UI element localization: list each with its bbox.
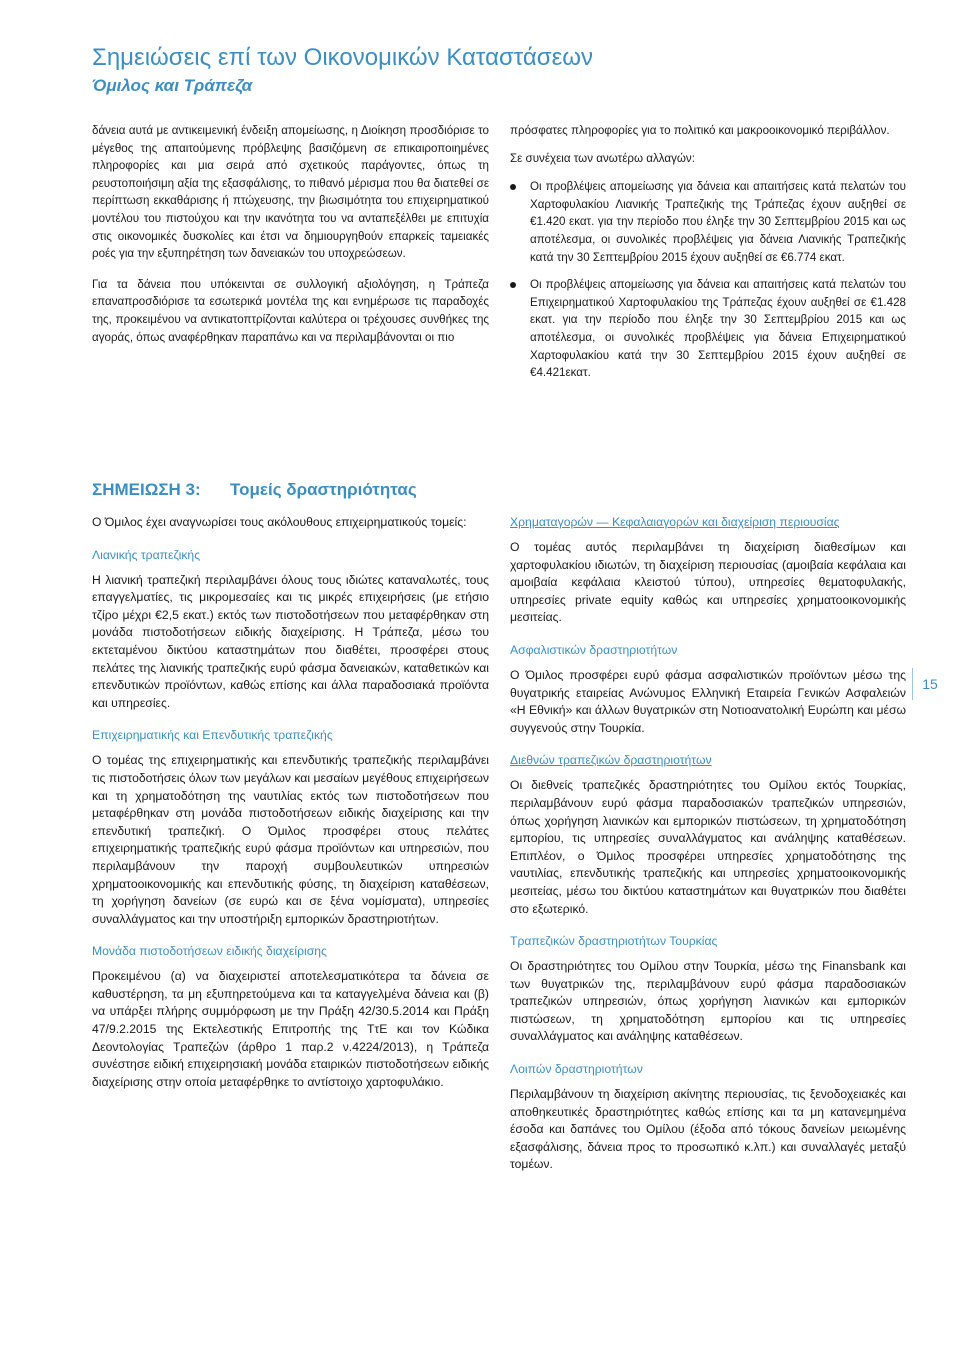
top-left-column (92, 122, 489, 346)
page-subtitle: Όμιλος και Τράπεζα (92, 76, 253, 95)
page-number: 15 (912, 668, 947, 700)
top-left-paragraph-2: Για τα δάνεια που υπόκειντ​αι σε συλλογική αξιολόγηση, η Τράπεζα επαναπροσδιόρισε τα εσωτερικά μοντέλα της και ενημέρωσε τις παραδοχές της, προκειμένου να αντικατοπτρίζονται καλύτερα οι τρέχουσες συνθήκες της αγοράς, όπως αναφέρθηκαν παραπάνω και να περιλαμβάνονται οι πιο (92, 277, 489, 344)
provisions-list (510, 178, 906, 382)
section-heading-markets: Χρηματαγορών — Κεφαλαιαγορών και διαχείριση περιουσίας (510, 515, 840, 529)
section-heading-retail: Λιανικής τραπεζικής (92, 547, 201, 562)
section-text-corporate: Ο τομέας της επιχειρηματικής και επενδυτικής τραπεζικής περιλαμβάνει τις πιστοδοτήσεις όλων των μεγάλων και μεσαίων μεγέθους επιχειρήσεων και τη χρηματοδότηση της ναυτιλίας εκτός των πιστοδοτήσεων που μεταφέρθηκαν στη μονάδα πιστοδοτήσεων ειδικής διαχείρισης και την επενδυτική τραπεζική. Ο Όμιλος προσφέρει στους πελάτες επιχειρηματικής τραπεζικής ευρύ φάσμα προϊόντων και υπηρεσιών, που περιλαμβάνουν την παροχή συμβουλευτικών υπηρεσιών χρηματοοικονομικής και επενδυτικής φύσης, τη διαχείριση καταθέσεων, τη χορήγηση δανείων (σε ευρώ και σε ξένα νομίσματα), υπηρεσίες συναλλάγματος και την υποστήριξη εμπορικών δραστηριοτήτων. (92, 753, 489, 926)
segments-left-column (92, 514, 489, 1091)
top-right-paragraph-2: Σε συνέχεια των ανωτέρω αλλαγών: (510, 151, 695, 165)
section-heading-international: Διεθνών τραπεζικών δραστηριοτήτων (510, 753, 712, 768)
section-text-other: Περιλαμβάνουν τη διαχείριση ακίνητης περιουσίας, τις ξενοδοχειακές και αποθηκευτικές δραστηριότητες καθώς επίσης και τα μη κατανεμημένα έσοδα και δαπάνες του Ομίλου (έξοδα από τόκους δανείων μειωμένης εξασφάλισης, δάνεια προς το προσωπικό κ.λπ.) και συναλλαγές μεταξύ τομέων. (510, 1087, 906, 1172)
bullet-text: Οι προβλέψεις απομείωσης για δάνεια και απαιτήσεις κατά πελατών του Χαρτοφυλακίου Λιανικής Τραπεζικής της Τράπεζας έχουν αυξηθεί σε €1.420 εκατ. για την περίοδο που έληξε την 30 Σεπτεμβρίου 2015 και ως αποτέλεσμα, οι συνολικές προβλέψεις για δάνεια Λιανικής Τραπεζικής κατά την 30 Σεπτεμβρίου 2015 έχουν αυξηθεί σε €6.774 εκατ. (530, 180, 906, 264)
bullet-icon (510, 184, 516, 190)
note-title: Τομείς δραστηριότητας (230, 480, 417, 499)
section-heading-insurance: Ασφαλιστικών δραστηριοτήτων (510, 642, 678, 657)
section-text-markets: Ο τομέας αυτός περιλαμβάνει τη διαχείριση διαθεσίμων και χαρτοφυλακίου ιδιωτών, τη διαχείριση περιουσίας (αμοιβαία κεφάλαια και αμοιβαία κεφάλαια κλειστού τύπου), υπηρεσίες θεματοφυλακής, υπηρεσίες private equity καθώς και υπηρεσίες χρηματοοικονομικής μεσιτείας. (510, 540, 906, 625)
page-title: Σημειώσεις επί των Οικονομικών Καταστάσεων (92, 44, 594, 71)
section-text-retail: Η λιανική τραπεζική περιλαμβάνει όλους τους ιδιώτες καταναλωτές, τους επαγγελματίες, τις μικρομεσαίες και τις μικρές επιχειρήσεις (με ετήσιο τζίρο μέχρι €2,5 εκατ.) εκτός των πιστοδοτήσεων που μεταφέρθηκαν στη μονάδα πιστοδοτήσεων ειδικής διαχείρισης. Η Τράπεζα, μέσω του εκτεταμένου δικτύου καταστημάτων που διαθέτει, προσφέρει στους πελάτες της λιανικής τραπεζικής ευρύ φάσμα δανειακών, καταθετικών και επενδυτικών προϊόντων, καθώς επίσης και άλλα παραδοσιακά προϊόντα και υπηρεσίες. (92, 572, 489, 710)
list-item (510, 178, 906, 266)
section-heading-corporate: Επιχειρηματικής και Επενδυτικής τραπεζικής (92, 728, 333, 743)
note-label: ΣΗΜΕΙΩΣΗ 3: (92, 480, 201, 499)
top-left-paragraph-1: δάνεια αυτά με αντικειμενική ένδειξη απομείωσης, η Διοίκηση προσδιόρισε το μέγεθος της απαιτούμενης πρόβλεψης βασιζόμενη σε επικαιροποιημένες πληροφορίες και μια σειρά από σχετικούς παράγοντες, όπως τη ρευστοποιήσιμη αξία της εξασφάλισης, το πιθανό μέρισμα που θα διατεθεί σε περίπτωση εκκαθάρισης ή πτώχευσης, την βιωσιμότητα του επιχειρηματικού μοντέλου του πιστούχου και την ικανότητα του να ανταπεξέλθει με επιτυχία στις οικονομικές δυσκολίες και έτσι να δημιουργηθούν επαρκείς ταμειακές ροές για την εξυπηρέτηση των δανειακών του υποχρεώσεων. (92, 124, 489, 261)
section-text-special-assets: Προκειμένου (α) να διαχειριστεί αποτελεσματικότερα τα δάνεια σε καθυστέρηση, τα μη εξυπηρετούμενα και τα καταγγελμένα δάνεια και (β) να υπάρξει πλήρης συμμόρφωση με την Πράξη 42/30.5.2014 και Πράξη 47/9.2.2015 της Εκτελεστικής Επιτροπής της ΤτΕ και τον Κώδικα Δεοντολογίας Τραπεζών (άρθρο 1 παρ.2 ν.4224/2013), η Τράπεζα συνέστησε ειδική επιχειρησιακή μονάδα εταιρικών πιστοδοτήσεων ειδικής διαχείρισης στην οποία μεταφέρθηκε το αντίστοιχο χαρτοφυλάκιο. (92, 969, 489, 1089)
section-text-insurance: Ο Όμιλος προσφέρει ευρύ φάσμα ασφαλιστικών προϊόντων μέσω της θυγατρικής εταιρείας Ανώνυμος Ελληνική Εταιρεία Γενικών Ασφαλειών «Η Εθνική» και άλλων θυγατρικών στη Νοτιοανατολική Ευρώπη και μέσω συγγενούς στην Τουρκία. (510, 667, 906, 735)
segments-right-column (510, 514, 906, 1174)
note-heading (92, 480, 417, 500)
section-text-international: Οι διεθνείς τραπεζικές δραστηριότητες του Ομίλου εκτός Τουρκίας, περιλαμβάνουν ευρύ φάσμα παραδοσιακών τραπεζικών υπηρεσιών, όπως χορήγηση λιανικών και εμπορικών πιστώσεων, τη χρηματοδότηση εμπορίου, τις υπηρεσίες συναλλάγματος και ανάληψης καταθέσεων. Επιπλέον, ο Όμιλος προσφέρει υπηρεσίες χρηματοδότησης της ναυτιλίας, επενδυτικής τραπεζικής και υπηρεσίες χρηματοοικονομικής μεσιτείας, μέσω του δικτύου καταστημάτων και θυγατρικών που διαθέτει στο εξωτερικό. (510, 778, 906, 916)
section-heading-other: Λοιπών δραστηριοτήτων (510, 1062, 643, 1077)
list-item (510, 276, 906, 382)
section-text-turkey: Οι δραστηριότητες του Ομίλου στην Τουρκία, μέσω της Finansbank και των θυγατρικών της, περιλαμβάνουν ευρύ φάσμα παραδοσιακών τραπεζικών υπηρεσιών, όπως χορήγηση λιανικών και εμπορικών πιστώσεων, τη χρηματοδότηση εμπορίου και τις υπηρεσίες συναλλάγματος και ανάληψης καταθέσεων. (510, 959, 906, 1044)
top-right-column (510, 122, 906, 392)
top-right-paragraph-1: πρόσφατες πληροφορίες για το πολιτικό και μακροοικονομικό περιβάλλον. (510, 124, 890, 137)
section-heading-turkey: Τραπεζικών δραστηριοτήτων Τουρκίας (510, 934, 718, 949)
bullet-text: Οι προβλέψεις απομείωσης για δάνεια και απαιτήσεις κατά πελατών του Επιχειρηματικού Χαρτοφυλακίου της Τράπεζας έχουν αυξηθεί σε €1.428 εκατ. για την περίοδο που έληξε την 30 Σεπτεμβρίου 2015 και ως αποτέλεσμα, οι συνολικές προβλέψεις για δάνεια Επιχειρηματικού Χαρτοφυλακίου κατά την 30 Σεπτεμβρίου 2015 έχουν αυξηθεί σε €4.421εκατ. (530, 278, 906, 380)
bullet-icon (510, 282, 516, 288)
segments-intro: Ο Όμιλος έχει αναγνωρίσει τους ακόλουθους επιχειρηματικούς τομείς: (92, 515, 467, 529)
section-heading-special-assets: Μονάδα πιστοδοτήσεων ειδικής διαχείρισης (92, 944, 327, 959)
